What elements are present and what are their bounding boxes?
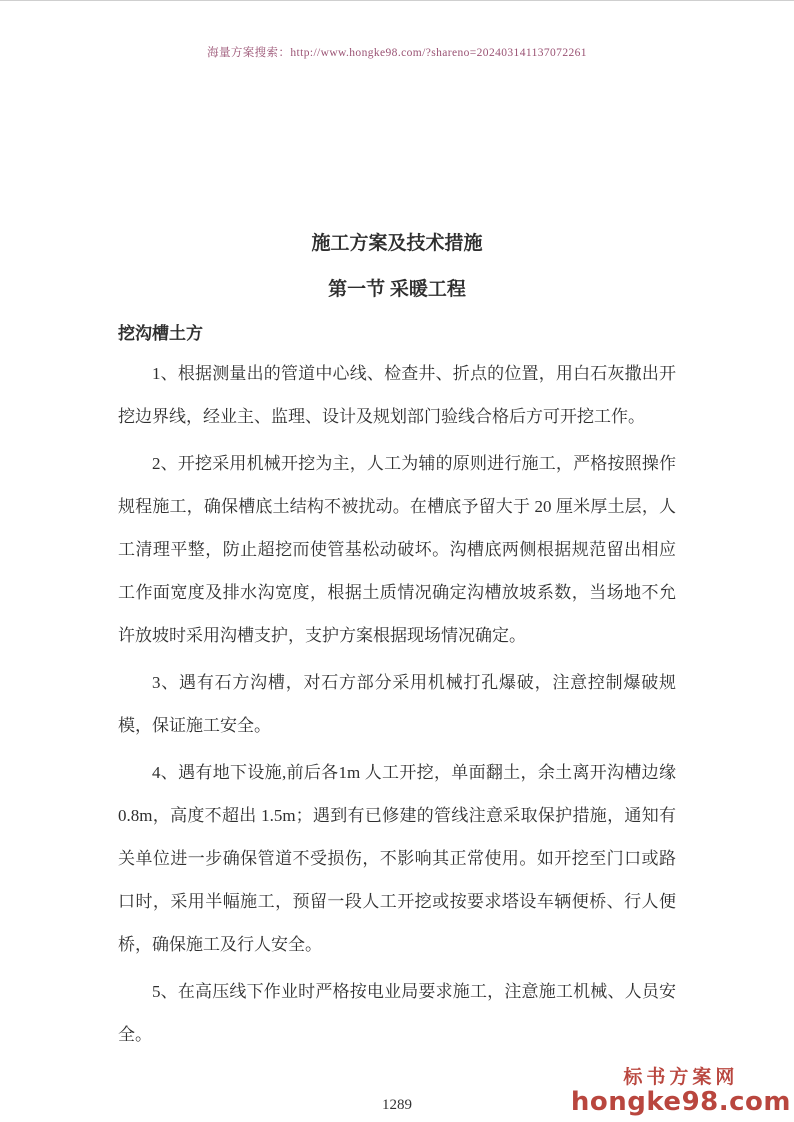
paragraph-4: 4、遇有地下设施,前后各1m 人工开挖，单面翻土，余土离开沟槽边缘0.8m，高度不超出 1.5m；遇到有已修建的管线注意采取保护措施，通知有关单位进一步确保管道不受损伤，不影响其正常使用。如开挖至门口或路口时，采用半幅施工，预留一段人工开挖或按要求塔设车辆便桥、行人便桥，确保施工及行人安全。 <box>118 763 676 954</box>
paragraph-1: 1、根据测量出的管道中心线、检查井、折点的位置，用白石灰撒出开挖边界线，经业主、监理、设计及规划部门验线合格后方可开挖工作。 <box>118 364 676 426</box>
paragraph-2: 2、开挖采用机械开挖为主，人工为辅的原则进行施工，严格按照操作规程施工，确保槽底土结构不被扰动。在槽底予留大于 20 厘米厚土层，人工清理平整，防止超挖而使管基松动破坏。沟槽底两侧根据规范留出相应工作面宽度及排水沟宽度，根据土质情况确定沟槽放坡系数，当场地不允许放坡时采用沟槽支护，支护方案根据现场情况确定。 <box>118 454 676 645</box>
header-line: 海量方案搜索：http://www.hongke98.com/?shareno=202403141137072261 <box>207 47 587 59</box>
body-heading: 挖沟槽土方 <box>118 324 203 343</box>
paragraph-3: 3、遇有石方沟槽，对石方部分采用机械打孔爆破，注意控制爆破规模，保证施工安全。 <box>118 673 676 735</box>
document-body <box>118 1 676 1056</box>
watermark-site-url: hongke98.com <box>570 1087 791 1117</box>
watermark <box>571 1068 791 1115</box>
page-number: 1289 <box>382 1097 412 1113</box>
document-title: 施工方案及技术措施 <box>311 233 483 254</box>
watermark-site-name: 标书方案网 <box>623 1066 739 1088</box>
section-title: 第一节 采暖工程 <box>328 279 466 300</box>
paragraph-5: 5、在高压线下作业时严格按电业局要求施工，注意施工机械、人员安全。 <box>118 982 676 1044</box>
